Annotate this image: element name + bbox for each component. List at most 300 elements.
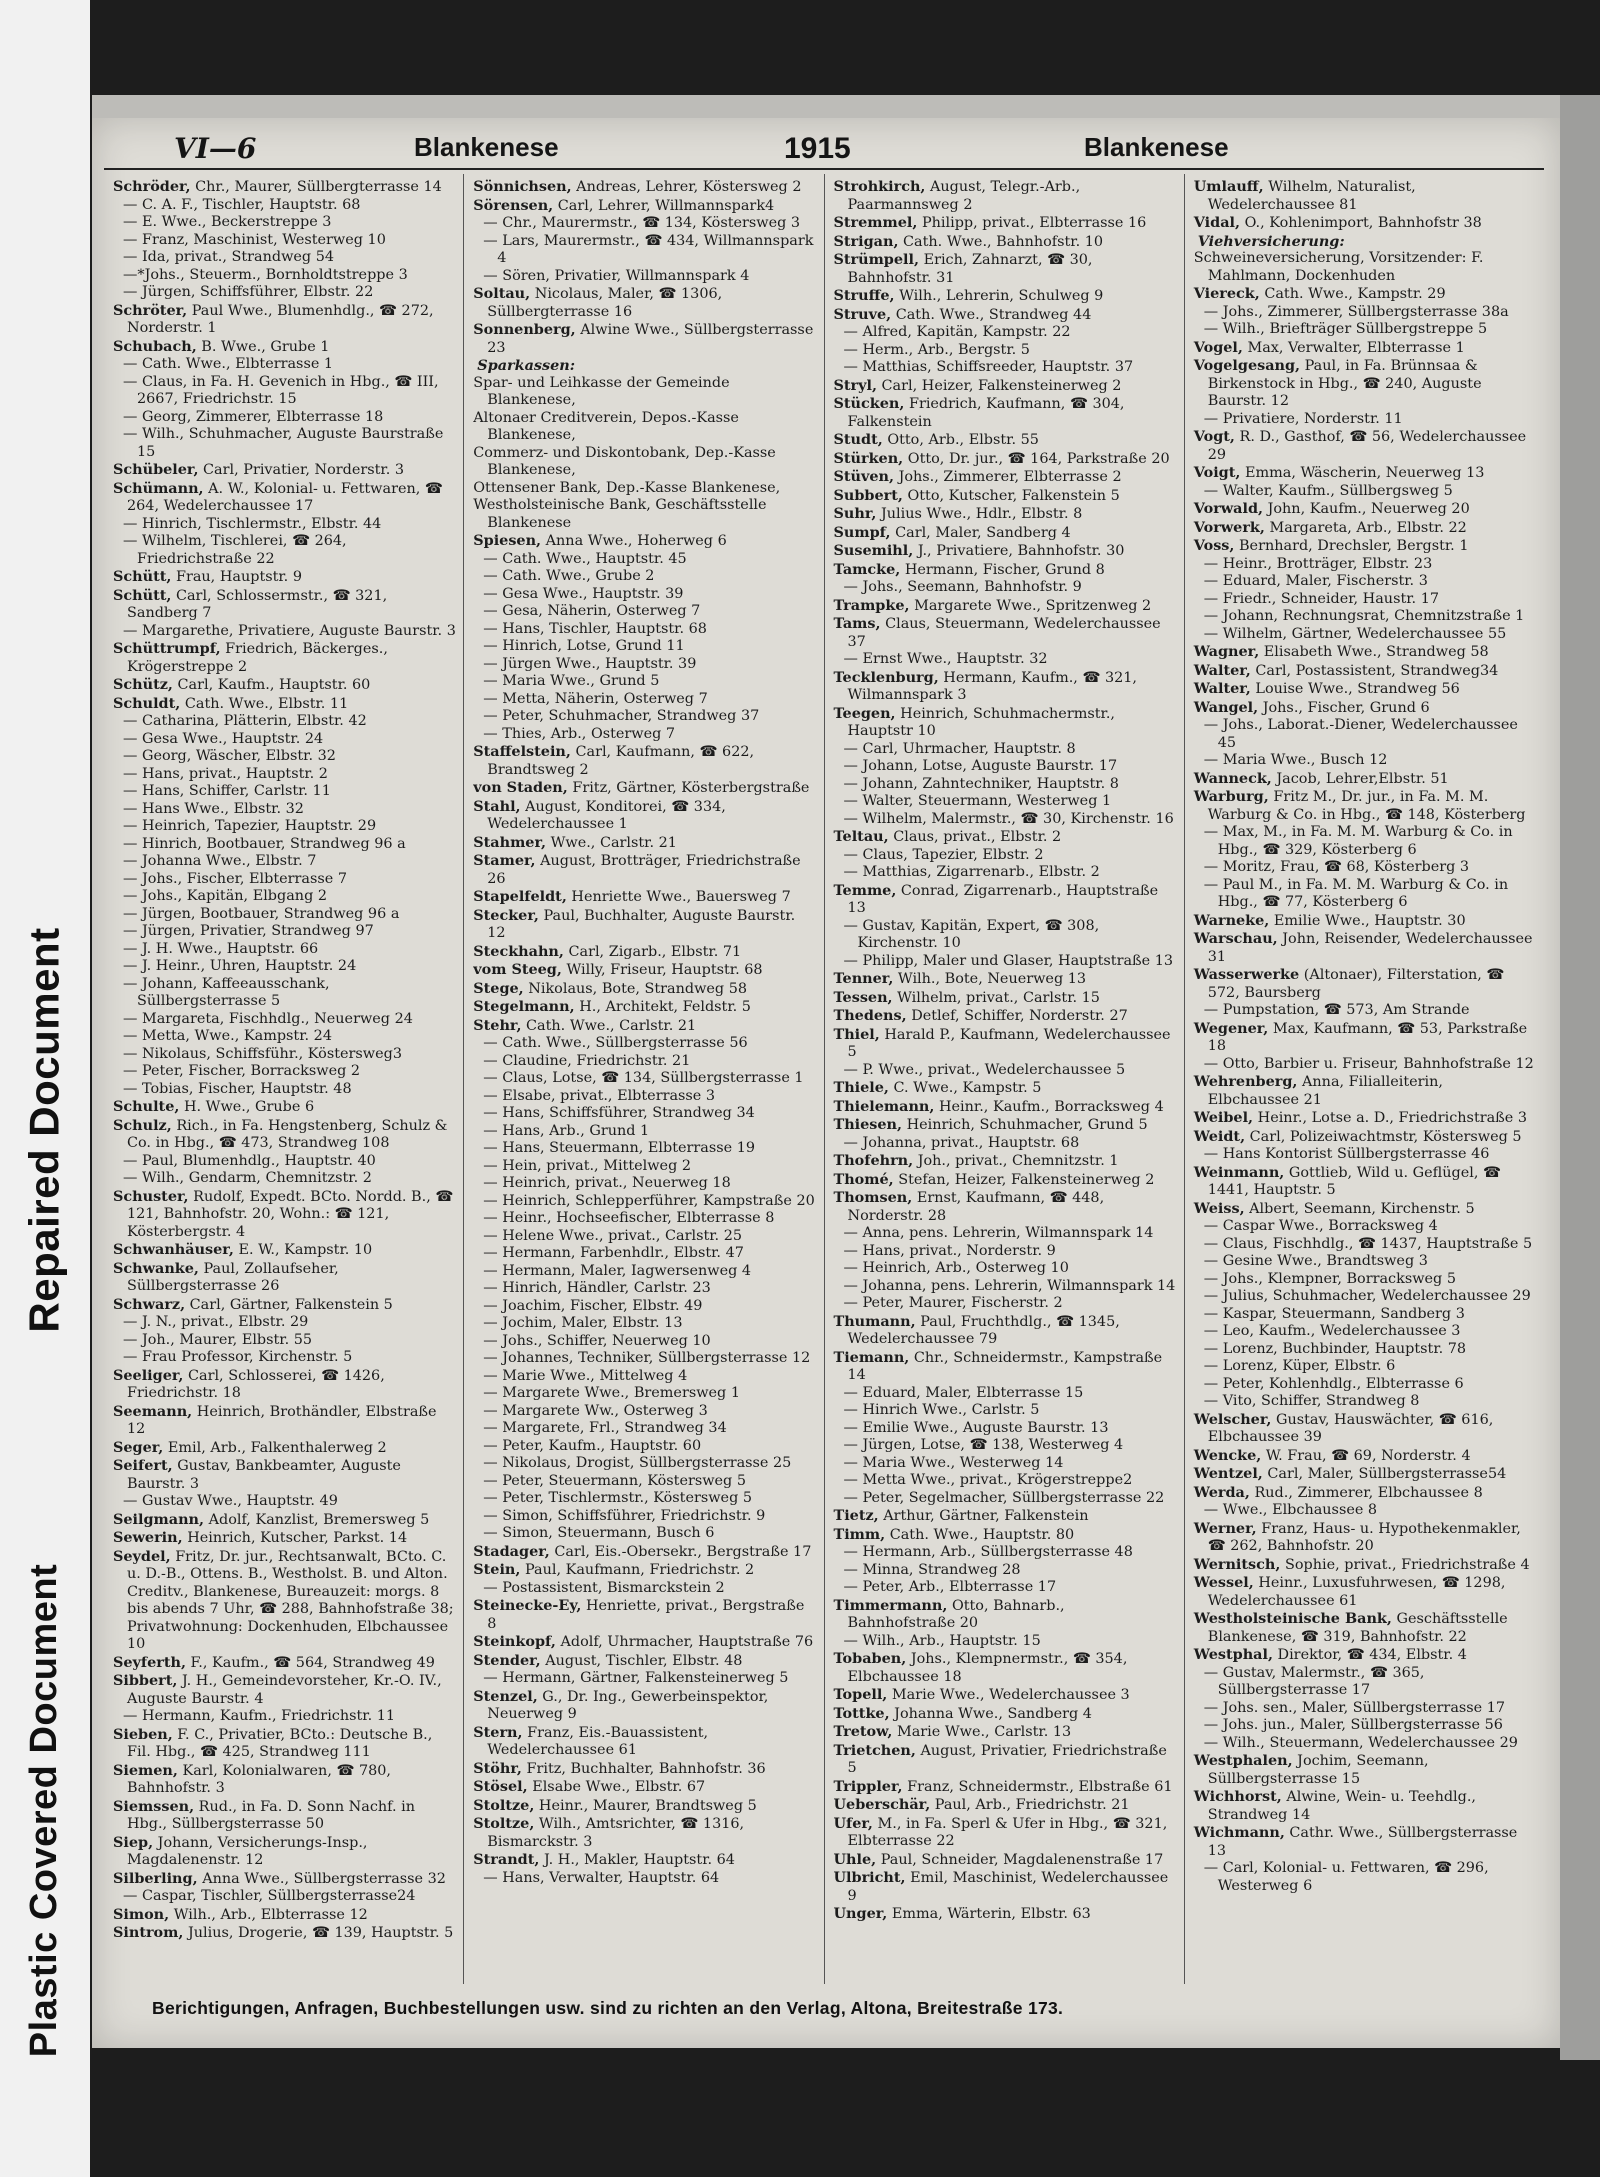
entry-details: — Wilh., Schuhmacher, Auguste Baurstraße 15 [123,426,444,460]
directory-entry [834,989,1177,1008]
directory-entry [834,377,1177,396]
entry-details: Hermann, Fischer, Grund 8 [904,561,1105,578]
directory-entry [1194,1020,1537,1056]
directory-entry [1194,214,1537,233]
directory-entry [834,1007,1177,1026]
entry-details: — Carl, Uhrmacher, Hauptstr. 8 [843,740,1076,757]
directory-entry [113,695,456,714]
entry-surname: Walter, [1193,661,1251,679]
entry-details: — Maria Wwe., Grund 5 [483,673,660,689]
directory-entry [1194,1393,1537,1411]
entry-surname: Simon, [113,1905,170,1923]
entry-details: — Franz, Maschinist, Westerweg 10 [123,231,386,248]
entry-details: — Margarethe, Privatiere, Auguste Baurstr. 3 [123,622,456,639]
entry-surname: Schröter, [113,301,188,319]
entry-details: — Postassistent, Bismarckstein 2 [483,1579,725,1596]
directory-entry [473,1580,816,1598]
directory-entry [473,779,816,798]
directory-entry [834,1295,1177,1313]
entry-details: — Walter, Kaufm., Süllbergsweg 5 [1203,482,1453,499]
entry-details: — Hinrich Wwe., Carlstr. 5 [843,1402,1040,1418]
entry-details: — Gesine Wwe., Brandtsweg 3 [1203,1253,1428,1269]
directory-entry [113,958,456,976]
entry-details: Carl, Maler, Süllbergsterrasse54 [1267,1466,1507,1482]
entry-details: Marie Wwe., Carlstr. 13 [896,1724,1072,1740]
entry-details: — Hans, Verwalter, Hauptstr. 64 [483,1869,720,1886]
directory-entry [1194,1164,1537,1200]
entry-details: Cath. Wwe., Strandweg 44 [895,306,1092,323]
directory-entry [113,1063,456,1081]
entry-details: G., Dr. Ing., Gewerbeinspektor, Neuerweg 9 [487,1688,769,1722]
directory-entry [113,1548,456,1654]
entry-surname: Thiele, [833,1079,889,1096]
directory-entry [113,1241,456,1260]
entry-details: — Heinr., Hochseefischer, Elbterrasse 8 [483,1210,775,1226]
entry-details: Carl, Eis.-Obersekr., Bergstraße 17 [554,1543,812,1560]
directory-entry [113,1188,456,1242]
entry-details: Paul, Zollaufseher, Süllbergsterrasse 26 [127,1260,339,1294]
entry-details: — Sören, Privatier, Willmannspark 4 [483,267,750,284]
repaired-document-label: Repaired Document [21,927,68,1333]
entry-details: Fritz, Dr. jur., Rechtsanwalt, BCto. C. u. D.-B., Ottens. B., Westholst. B. und Alton. Creditv., Blankenese, Bureauzeit: morgs. 8 bis abends 7 Uhr, ☎ 288, Bahnhofstraße 38; Privatwohnung: Dockenhuden, Elbchaussee 10 [127,1548,454,1652]
entry-surname: Studt, [833,431,883,448]
entry-surname: Vogelgesang, [1193,357,1301,374]
entry-details: Otto, Bahnarb., Bahnhofstraße 20 [847,1597,1065,1631]
entry-details: Anna, Filialleiterin, Elbchaussee 21 [1207,1074,1443,1108]
entry-details: — Metta Wwe., privat., Krögerstreppe2 [843,1472,1133,1488]
entry-details: — Johann, Zahntechniker, Hauptstr. 8 [843,775,1119,792]
directory-entry [473,1017,816,1036]
entry-surname: vom Steeg, [473,961,562,978]
directory-entry [834,1650,1177,1686]
directory-entry [1194,1002,1537,1020]
entry-surname: Stücken, [833,395,905,412]
directory-entry [113,871,456,889]
entry-surname: Siemen, [113,1761,178,1779]
entry-details: — Frau Professor, Kirchenstr. 5 [123,1349,353,1365]
directory-entry [1194,1073,1537,1109]
directory-entry [113,1117,456,1153]
directory-entry [834,1869,1177,1905]
entry-surname: Sintrom, [113,1924,184,1941]
entry-surname: Strandt, [473,1851,540,1868]
directory-entry [1194,321,1537,339]
directory-entry [834,251,1177,287]
directory-entry [113,1314,456,1332]
entry-surname: Susemihl, [833,542,914,559]
directory-entry [834,1098,1177,1117]
directory-entry [113,232,456,250]
directory-entry [113,1511,456,1530]
entry-surname: Seeliger, [113,1366,184,1384]
entry-surname: Wanneck, [1193,769,1272,787]
entry-details: Wilh., Amtsrichter, ☎ 1316, Bismarckstr. 3 [487,1816,745,1850]
directory-entry [113,338,456,357]
entry-details: Cathr. Wwe., Süllbergsterrasse 13 [1207,1825,1518,1859]
directory-entry [473,375,816,410]
entry-details: — Peter, Schuhmacher, Strandweg 37 [483,708,760,724]
directory-entry [834,1225,1177,1243]
directory-entry [834,1437,1177,1455]
entry-details: Harald P., Kaufmann, Wedelerchaussee 5 [847,1026,1171,1060]
directory-entry [1194,1556,1537,1575]
entry-details: — Wilhelm, Gärtner, Wedelerchaussee 55 [1203,625,1507,642]
directory-entry [1194,1520,1537,1556]
directory-entry [113,1457,456,1493]
entry-surname: Schütt, [113,568,172,585]
directory-entry [1194,1788,1537,1824]
entry-surname: Unger, [833,1905,888,1922]
directory-entry [1194,1218,1537,1236]
directory-entry [113,178,456,197]
entry-details: — Carl, Kolonial- u. Fettwaren, ☎ 296, Westerweg 6 [1203,1860,1489,1894]
page-header [104,128,1544,170]
entry-surname: Stender, [473,1651,541,1669]
entry-surname: Subbert, [833,486,903,504]
directory-entry [113,1726,456,1762]
entry-details: — P. Wwe., privat., Wedelerchaussee 5 [843,1061,1126,1078]
entry-surname: Wehrenberg, [1193,1073,1298,1090]
entry-surname: Sumpf, [833,523,891,541]
entry-surname: Temme, [833,881,897,899]
directory-entry [113,906,456,924]
directory-entry [1194,1447,1537,1466]
entry-details: — Claus, Lotse, ☎ 134, Süllbergsterrasse 1 [483,1070,804,1086]
entry-surname: Trampke, [833,596,910,614]
section-heading: Sparkassen: [477,357,576,374]
directory-entry [113,1870,456,1889]
entry-surname: Staffelstein, [473,743,571,760]
entry-details: Frau, Hauptstr. 9 [175,569,302,585]
entry-details: — Wilh., Steuermann, Wedelerchaussee 29 [1203,1734,1518,1751]
entry-surname: Werner, [1193,1519,1257,1537]
directory-column-4 [1185,174,1544,1984]
entry-surname: Sörensen, [473,196,554,214]
entry-details: — Ernst Wwe., Hauptstr. 32 [843,651,1048,667]
directory-entry [834,1171,1177,1190]
directory-entry [1194,1341,1537,1359]
directory-entry [473,1228,816,1246]
entry-details: Gottlieb, Wild u. Geflügel, ☎ 1441, Hauptstr. 5 [1207,1164,1501,1198]
entry-details: — Peter, Steuermann, Köstersweg 5 [483,1472,746,1489]
directory-entry [113,214,456,232]
entry-details: — Margareta, Fischhdlg., Neuerweg 24 [123,1010,413,1027]
directory-entry [834,1260,1177,1278]
entry-details: August, Privatier, Friedrichstraße 5 [847,1742,1167,1776]
entry-details: — Johs., Zimmerer, Süllbergsterrasse 38a [1203,303,1509,320]
entry-details: Henriette Wwe., Bauersweg 7 [571,889,791,905]
entry-details: Rudolf, Expedt. BCto. Nordd. B., ☎ 121, Bahnhofstr. 20, Wohn.: ☎ 121, Kösterbergstr. 4 [127,1188,454,1240]
entry-surname: Schümann, [113,479,204,497]
entry-surname: Stoltze, [473,1796,535,1814]
directory-entry [113,1367,456,1403]
directory-column-3 [825,174,1185,1984]
publisher-footer-note: Berichtigungen, Anfragen, Buchbestellungen usw. sind zu richten an den Verlag, Altona, Breitestraße 173. [152,1998,1064,2018]
entry-surname: Voigt, [1193,464,1241,481]
entry-details: Wilh., Arb., Elbterrasse 12 [173,1906,368,1923]
entry-details: Paul, Arb., Friedrichstr. 21 [934,1797,1130,1813]
entry-details: — Friedr., Schneider, Haustr. 17 [1203,590,1440,607]
directory-entry [113,748,456,766]
entry-details: — Peter, Maurer, Fischerstr. 2 [843,1295,1063,1311]
directory-entry [834,1526,1177,1545]
entry-surname: Stahl, [473,797,521,815]
directory-entry [834,524,1177,543]
entry-surname: Stamer, [473,852,536,869]
directory-entry [834,1385,1177,1403]
directory-entry [473,1815,816,1851]
entry-surname: Topell, [833,1686,888,1703]
entry-details: — Metta, Näherin, Osterweg 7 [483,690,708,707]
entry-details: — Johanna Wwe., Elbstr. 7 [123,853,317,869]
entry-details: — Johannes, Techniker, Süllbergsterrasse 12 [483,1350,811,1366]
entry-details: — Hermann, Maler, Iagwersenweg 4 [483,1262,752,1279]
page-edge-strip [1560,95,1600,2060]
entry-surname: Seemann, [113,1402,193,1420]
entry-details: Commerz- und Diskontobank, Dep.-Kasse Blankenese, [473,444,776,478]
entry-surname: Westholsteinische Bank, [1193,1610,1392,1627]
entry-details: Alwine Wwe., Süllbergsterrasse 23 [487,322,814,356]
directory-entry [473,943,816,962]
directory-entry [473,1490,816,1508]
entry-details: W. Frau, ☎ 69, Norderstr. 4 [1265,1447,1471,1464]
entry-details: Margareta, Arb., Elbstr. 22 [1269,519,1467,536]
directory-entry [113,356,456,374]
directory-entry [834,1472,1177,1490]
entry-details: — Chr., Maurermstr., ☎ 134, Köstersweg 3 [483,215,801,231]
directory-entry [473,1724,816,1760]
directory-entry [473,1403,816,1421]
directory-entry [1194,573,1537,591]
entry-details: Andreas, Lehrer, Köstersweg 2 [576,179,802,195]
entry-details: — Hans, Schiffsführer, Strandweg 34 [483,1105,755,1121]
directory-entry [473,1851,816,1870]
entry-details: — Maria Wwe., Westerweg 14 [843,1454,1064,1471]
entry-details: — Simon, Steuermann, Busch 6 [483,1525,715,1541]
entry-details: — Pumpstation, ☎ 573, Am Strande [1203,1002,1470,1018]
directory-entry [113,516,456,534]
entry-details: — Eduard, Maler, Elbterrasse 15 [843,1384,1084,1401]
entry-details: — Simon, Schiffsführer, Friedrichstr. 9 [483,1507,766,1524]
entry-details: August, Konditorei, ☎ 334, Wedelerchaussee 1 [487,798,726,832]
entry-surname: Weinmann, [1193,1163,1285,1181]
directory-entry [473,197,816,216]
directory-entry [1194,1271,1537,1289]
directory-entry [834,468,1177,487]
directory-page [92,118,1560,2048]
entry-details: Elsabe Wwe., Elbstr. 67 [532,1779,706,1795]
entry-surname: Schubach, [113,337,197,355]
entry-surname: Vogt, [1193,428,1235,445]
directory-entry [834,1026,1177,1062]
entry-details: Wilhelm, Naturalist, Wedelerchaussee 81 [1207,179,1416,213]
directory-entry [1194,770,1537,789]
entry-details: O., Kohlenimport, Bahnhofstr 38 [1244,215,1482,231]
directory-entry [473,1298,816,1316]
entry-surname: Stehr, [473,1016,522,1034]
entry-surname: Thielemann, [833,1097,935,1115]
entry-surname: Stecker, [473,906,539,924]
entry-details: Alwine, Wein- u. Teehdlg., Strandweg 14 [1207,1789,1477,1823]
entry-surname: Stern, [473,1723,523,1741]
entry-details: — Caspar Wwe., Borracksweg 4 [1203,1218,1438,1234]
directory-entry [1194,1700,1537,1718]
directory-entry [473,1333,816,1351]
directory-entry [1194,699,1537,718]
directory-entry [113,1028,456,1046]
directory-entry [834,1686,1177,1705]
entry-details: — Hinrich, Bootbauer, Strandweg 96 a [123,835,406,852]
entry-details: — Kaspar, Steuermann, Sandberg 3 [1203,1305,1465,1322]
entry-details: — Gustav, Kapitän, Expert, ☎ 308, Kirchenstr. 10 [843,917,1100,951]
entry-details: — Max, M., in Fa. M. M. Warburg & Co. in Hbg., ☎ 329, Kösterberg 6 [1203,824,1513,858]
entry-details: Fritz, Buchhalter, Bahnhofstr. 36 [526,1760,766,1777]
entry-details: Max, Kaufmann, ☎ 53, Parkstraße 18 [1207,1020,1528,1054]
entry-details: — Wilh., Gendarm, Chemnitzstr. 2 [123,1170,372,1186]
directory-entry [834,1490,1177,1508]
entry-details: Conrad, Zigarrenarb., Hauptstraße 13 [847,882,1159,916]
directory-entry [473,621,816,639]
directory-entry [113,853,456,871]
entry-details: — Peter, Tischlermstr., Köstersweg 5 [483,1490,753,1506]
entry-details: Carl, Lehrer, Willmannspark4 [557,197,775,214]
entry-details: Anna Wwe., Süllbergsterrasse 32 [202,1870,446,1887]
entry-details: — Johs., Kapitän, Elbgang 2 [123,888,328,904]
entry-details: — Leo, Kaufm., Wedelerchaussee 3 [1203,1323,1461,1339]
entry-details: — J. N., privat., Elbstr. 29 [123,1314,309,1330]
entry-details: Otto, Kutscher, Falkenstein 5 [907,487,1120,504]
entry-surname: Seyferth, [113,1653,186,1671]
entry-surname: Werda, [1193,1483,1250,1501]
entry-surname: Tessen, [833,988,893,1006]
entry-details: Julius Wwe., Hdlr., Elbstr. 8 [880,506,1083,522]
entry-details: — Johs., Fischer, Elbterrasse 7 [123,870,348,887]
entry-details: — Moritz, Frau, ☎ 68, Kösterberg 3 [1203,859,1470,875]
directory-entry [834,342,1177,360]
entry-details: Fritz M., Dr. jur., in Fa. M. M. Warburg & Co. in Hbg., ☎ 148, Kösterberg [1207,789,1526,823]
directory-entry [834,561,1177,580]
directory-entry [1194,1253,1537,1271]
directory-entry [473,1210,816,1228]
entry-surname: Uhle, [833,1850,877,1868]
entry-details: — Margarete Wwe., Bremersweg 1 [483,1385,740,1401]
entry-details: Carl, Kaufm., Hauptstr. 60 [177,677,371,693]
directory-entry [113,461,456,480]
directory-entry [834,882,1177,918]
entry-details: — Johann, Kaffeeausschank, Süllbergsterrasse 5 [123,975,330,1009]
directory-entry [473,726,816,744]
directory-entry [473,285,816,321]
directory-entry [834,395,1177,431]
directory-entry [473,1245,816,1263]
entry-details: — Lorenz, Küper, Elbstr. 6 [1203,1358,1396,1374]
entry-surname: Vorwald, [1193,500,1264,517]
directory-entry [834,669,1177,705]
directory-entry [473,708,816,726]
entry-details: Margarete Wwe., Spritzenweg 2 [914,597,1152,614]
entry-details: — Herm., Arb., Bergstr. 5 [843,341,1030,358]
directory-entry [1194,591,1537,609]
entry-details: Franz, Eis.-Bauassistent, Wedelerchaussee 61 [487,1724,709,1758]
entry-details: Paul, Fruchthdlg., ☎ 1345, Wedelerchaussee 79 [847,1313,1120,1347]
directory-entry [473,178,816,197]
directory-entry [1194,626,1537,644]
directory-entry [113,1924,456,1943]
entry-details: — Cath. Wwe., Hauptstr. 45 [483,550,687,567]
entry-surname: Stahmer, [473,833,547,851]
directory-entry [834,178,1177,214]
directory-entry [834,579,1177,597]
entry-details: Joh., privat., Chemnitzstr. 1 [917,1153,1119,1169]
entry-details: — Johs., Schiffer, Neuerweg 10 [483,1332,711,1349]
directory-entry [834,1778,1177,1797]
directory-entry [834,1544,1177,1562]
entry-details: — Johanna, privat., Hauptstr. 68 [843,1134,1080,1151]
entry-details: Sophie, privat., Friedrichstraße 4 [1284,1556,1530,1573]
entry-details: — Privatiere, Norderstr. 11 [1203,410,1403,427]
entry-details: — J. Heinr., Uhren, Hauptstr. 24 [123,958,357,974]
entry-surname: Wentzel, [1193,1465,1263,1482]
directory-entry [113,818,456,836]
entry-details: Franz, Haus- u. Hypothekenmakler, ☎ 262, Bahnhofstr. 20 [1207,1520,1521,1554]
directory-entry [1194,519,1537,538]
entry-surname: Thiel, [833,1025,880,1043]
directory-entry [834,776,1177,794]
directory-entry [113,1762,456,1798]
directory-entry [473,480,816,498]
entry-details: Detlef, Schiffer, Norderstr. 27 [911,1008,1128,1024]
directory-entry [1194,339,1537,358]
entry-details: — Jürgen, Privatier, Strandweg 97 [123,923,374,939]
entry-details: Nicolaus, Maler, ☎ 1306, Süllbergterrasse 16 [487,286,723,320]
entry-surname: Steckhahn, [473,942,564,960]
directory-entry [834,1507,1177,1526]
directory-entry [473,1525,816,1543]
entry-surname: Struffe, [833,287,895,304]
directory-entry [1194,1610,1537,1646]
entry-details: — Otto, Barbier u. Friseur, Bahnhofstraße 12 [1203,1055,1534,1072]
directory-entry [1194,912,1537,931]
entry-details: Johs., Klempnermstr., ☎ 354, Elbchaussee 18 [847,1651,1128,1685]
directory-entry [473,691,816,709]
directory-entry [1194,608,1537,626]
entry-details: Paul Wwe., Blumenhdlg., ☎ 272, Norderstr. 1 [127,302,434,336]
entry-surname: Warneke, [1193,911,1270,929]
entry-details: — Johanna, pens. Lehrerin, Wilmannspark 14 [843,1277,1176,1294]
directory-entry [473,888,816,907]
entry-surname: Sewerin, [113,1529,183,1546]
entry-details: Wwe., Carlstr. 21 [550,834,677,851]
directory-entry [473,497,816,532]
entry-surname: Weiss, [1193,1199,1245,1217]
directory-entry [1194,1502,1537,1520]
entry-details: — Cath. Wwe., Elbterrasse 1 [123,356,334,372]
entry-surname: Trippler, [833,1777,903,1795]
entry-surname: Sibbert, [113,1672,178,1689]
entry-details: — Peter, Arb., Elbterrasse 17 [843,1579,1057,1595]
directory-entry [1194,1484,1537,1503]
entry-details: — Gustav, Malermstr., ☎ 365, Süllbergsterrasse 17 [1203,1664,1425,1698]
directory-entry [113,1798,456,1834]
entry-details: Carl, Schlossermstr., ☎ 321, Sandberg 7 [127,587,388,621]
entry-surname: Teltau, [833,828,889,845]
entry-details: — Hermann, Gärtner, Falkensteinerweg 5 [483,1670,789,1686]
directory-entry [473,961,816,980]
entry-details: — Margarete, Frl., Strandweg 34 [483,1420,727,1436]
header-year: 1915 [784,132,851,165]
entry-details: Heinr., Lotse a. D., Friedrichstraße 3 [1257,1110,1528,1126]
entry-details: Heinrich, Schuhmachermstr., Hauptstr 10 [847,705,1115,739]
